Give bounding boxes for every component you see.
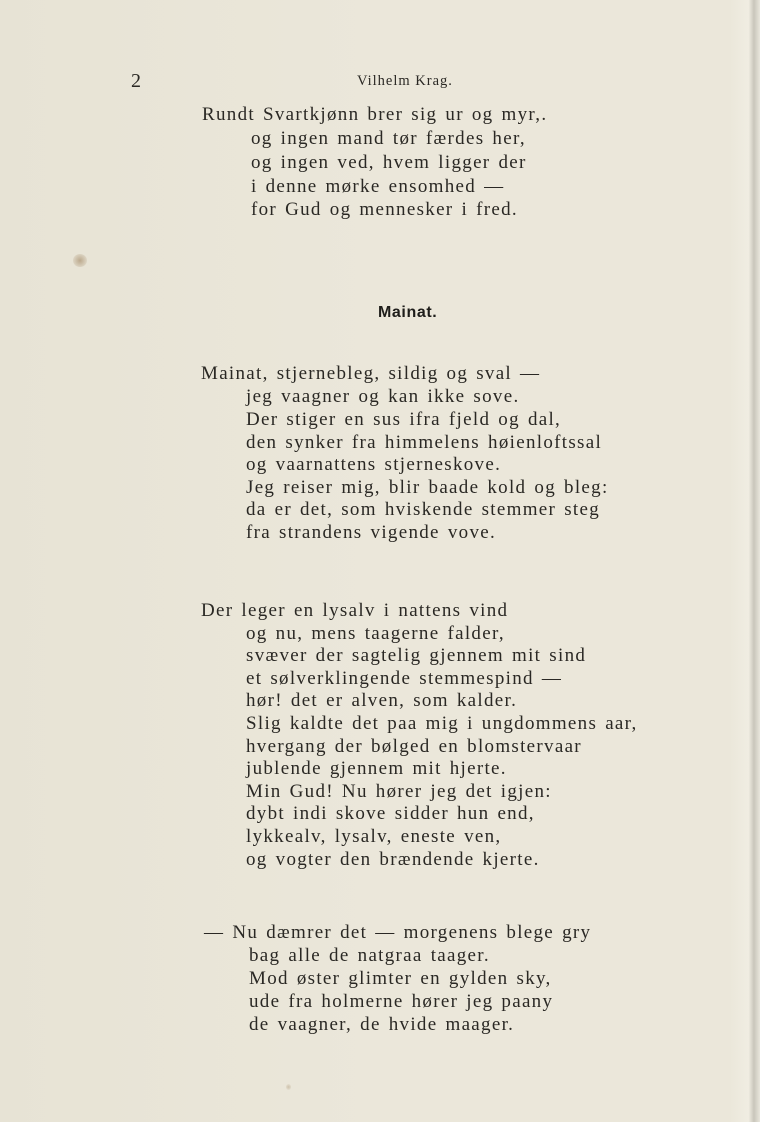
verse-line: Mod øster glimter en gylden sky, [249, 968, 552, 989]
verse-line: jublende gjennem mit hjerte. [246, 758, 507, 779]
verse-line: lykkealv, lysalv, eneste ven, [246, 826, 502, 847]
verse-line: og vogter den brændende kjerte. [246, 849, 540, 870]
verse-line: Min Gud! Nu hører jeg det igjen: [246, 781, 552, 802]
verse-line: Jeg reiser mig, blir baade kold og bleg: [246, 477, 609, 498]
verse-line: hvergang der bølged en blomstervaar [246, 736, 582, 757]
running-head: Vilhelm Krag. [357, 73, 453, 89]
verse-line: i denne mørke ensomhed — [251, 176, 505, 197]
verse-line: den synker fra himmelens høienloftssal [246, 432, 603, 453]
verse-line: og vaarnattens stjerneskove. [246, 454, 502, 475]
poem-title: Mainat. [378, 304, 438, 321]
verse-line: Der leger en lysalv i nattens vind [201, 600, 509, 621]
verse-line: et sølverklingende stemmespind — [246, 668, 563, 689]
verse-line: de vaagner, de hvide maager. [249, 1014, 515, 1035]
verse-line: og ingen mand tør færdes her, [251, 128, 526, 149]
verse-line: da er det, som hviskende stemmer steg [246, 499, 600, 520]
verse-line: Slig kaldte det paa mig i ungdommens aar, [246, 713, 638, 734]
verse-line: dybt indi skove sidder hun end, [246, 803, 535, 824]
verse-line: og nu, mens taagerne falder, [246, 623, 505, 644]
verse-line: hør! det er alven, som kalder. [246, 690, 518, 711]
verse-line: Der stiger en sus ifra fjeld og dal, [246, 409, 562, 430]
verse-line: Rundt Svartkjønn brer sig ur og myr,. [202, 104, 548, 125]
verse-line: svæver der sagtelig gjennem mit sind [246, 645, 587, 666]
foxing-spot [73, 254, 87, 267]
verse-line: fra strandens vigende vove. [246, 522, 497, 543]
verse-line: og ingen ved, hvem ligger der [251, 152, 527, 173]
verse-line: for Gud og mennesker i fred. [251, 199, 518, 220]
verse-line: ude fra holmerne hører jeg paany [249, 991, 554, 1012]
verse-line: bag alle de natgraa taager. [249, 945, 490, 966]
page-number: 2 [131, 70, 142, 92]
verse-line: jeg vaagner og kan ikke sove. [246, 386, 520, 407]
verse-line: — Nu dæmrer det — morgenens blege gry [204, 922, 592, 943]
verse-line: Mainat, stjernebleg, sildig og sval — [201, 363, 541, 384]
foxing-spot [286, 1084, 291, 1090]
